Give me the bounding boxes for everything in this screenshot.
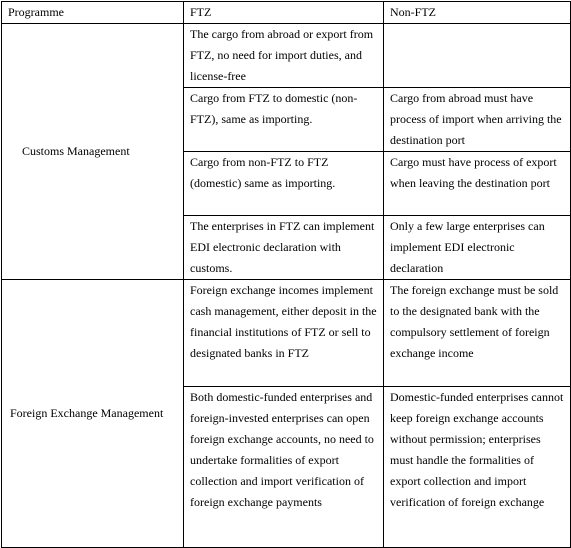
header-non-ftz: Non-FTZ (384, 2, 571, 24)
ftz-cell: Both domestic-funded enterprises and foreign-invested enterprises can open foreign exchange accounts, no need to undertake formalities of export collection and import verification of foreign exchange payments (184, 387, 384, 548)
non-ftz-cell: The foreign exchange must be sold to the designated bank with the compulsory settlement of foreign exchange income (384, 280, 571, 387)
ftz-cell: Foreign exchange incomes implement cash management, either deposit in the financial institutions of FTZ or sell to designated banks in FTZ (184, 280, 384, 387)
non-ftz-cell (384, 24, 571, 88)
ftz-cell: Cargo from non-FTZ to FTZ (domestic) same as importing. (184, 152, 384, 216)
non-ftz-cell: Only a few large enterprises can implement EDI electronic declaration (384, 216, 571, 280)
programme-cell-foreign-exchange: Foreign Exchange Management (2, 280, 184, 548)
non-ftz-cell: Cargo must have process of export when leaving the destination port (384, 152, 571, 216)
table-row (2, 280, 571, 387)
table-row (2, 24, 571, 88)
non-ftz-cell: Domestic-funded enterprises cannot keep foreign exchange accounts without permission; enterprises must handle the formalities of export collection and import verification of foreign exchange (384, 387, 571, 548)
header-ftz: FTZ (184, 2, 384, 24)
ftz-comparison-table (1, 1, 571, 548)
header-row (2, 2, 571, 24)
ftz-cell: Cargo from FTZ to domestic (non-FTZ), same as importing. (184, 88, 384, 152)
ftz-cell: The cargo from abroad or export from FTZ, no need for import duties, and license-free (184, 24, 384, 88)
ftz-cell: The enterprises in FTZ can implement EDI electronic declaration with customs. (184, 216, 384, 280)
programme-cell-customs: Customs Management (2, 24, 184, 280)
header-programme: Programme (2, 2, 184, 24)
non-ftz-cell: Cargo from abroad must have process of import when arriving the destination port (384, 88, 571, 152)
